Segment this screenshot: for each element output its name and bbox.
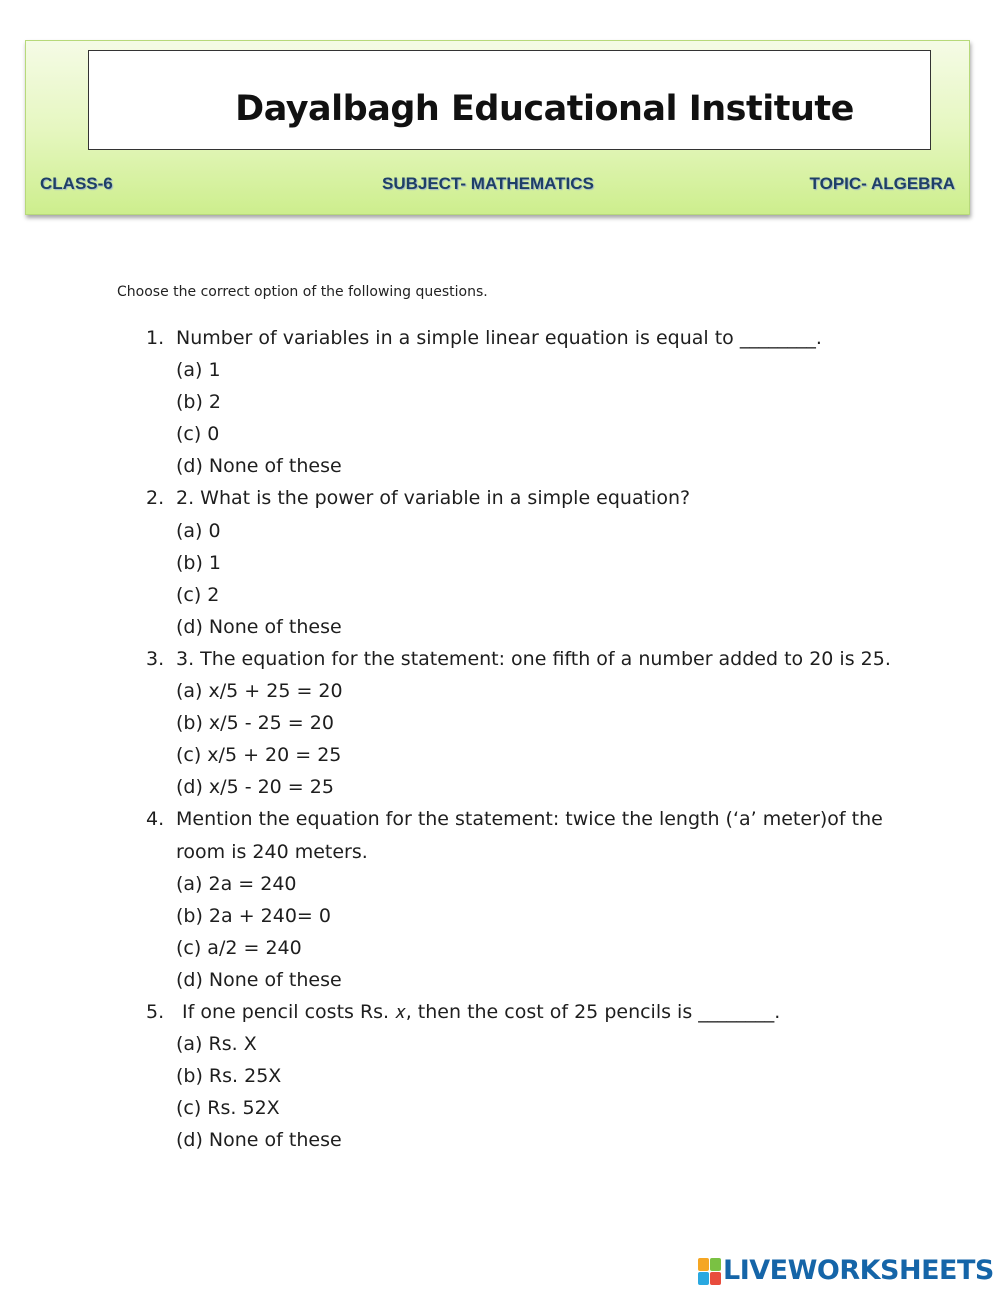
answer-option: (b) 2 bbox=[176, 391, 222, 414]
question-text: If one pencil costs Rs. 𝑥, then the cost of 25 pencils is ________. bbox=[176, 1000, 781, 1023]
page-title: Dayalbagh Educational Institute bbox=[235, 89, 854, 129]
question-line bbox=[146, 803, 906, 835]
liveworksheets-logo-icon bbox=[698, 1258, 720, 1284]
question-line bbox=[146, 996, 906, 1028]
answer-option: (d) None of these bbox=[176, 968, 342, 991]
question-text: Mention the equation for the statement: twice the length (‘a’ meter)of the bbox=[176, 808, 883, 831]
answer-option: (a) x/5 + 25 = 20 bbox=[176, 680, 343, 703]
question-number: 1. bbox=[146, 327, 165, 349]
question-text: Number of variables in a simple linear equation is equal to ________. bbox=[176, 327, 822, 349]
answer-option: (d) None of these bbox=[176, 615, 342, 638]
question-line bbox=[146, 322, 906, 354]
title-box bbox=[88, 50, 931, 150]
question-number: 2. bbox=[146, 487, 165, 510]
answer-option: (c) a/2 = 240 bbox=[176, 936, 302, 959]
answer-option: (d) None of these bbox=[176, 455, 342, 478]
answer-option: (a) 1 bbox=[176, 359, 221, 382]
question-item bbox=[146, 482, 906, 642]
question-item bbox=[146, 996, 906, 1156]
answer-option: (c) x/5 + 20 = 25 bbox=[176, 744, 342, 767]
question-number: 5. bbox=[146, 1000, 165, 1023]
question-item bbox=[146, 803, 906, 996]
class-label: CLASS-6 bbox=[40, 174, 113, 193]
question-item bbox=[146, 643, 906, 803]
answer-option: (a) 2a = 240 bbox=[176, 872, 297, 895]
answer-option: (c) Rs. 52X bbox=[176, 1097, 280, 1120]
answer-option: (b) x/5 - 25 = 20 bbox=[176, 712, 334, 735]
answer-option: (c) 0 bbox=[176, 423, 220, 446]
logo-block bbox=[698, 1272, 709, 1285]
instruction-text: Choose the correct option of the following questions. bbox=[117, 284, 488, 300]
question-list bbox=[146, 322, 906, 1156]
header-band bbox=[25, 40, 970, 215]
question-line bbox=[146, 643, 906, 675]
answer-option: (b) 1 bbox=[176, 551, 222, 574]
logo-block bbox=[698, 1258, 709, 1271]
meta-row bbox=[40, 174, 955, 196]
answer-option: (a) 0 bbox=[176, 519, 221, 542]
question-number: 3. bbox=[146, 647, 165, 670]
logo-block bbox=[710, 1258, 721, 1271]
brand-name: LIVEWORKSHEETS bbox=[723, 1255, 994, 1286]
answer-option: (d) x/5 - 20 = 25 bbox=[176, 776, 334, 799]
answer-option: (b) Rs. 25X bbox=[176, 1065, 282, 1088]
liveworksheets-brand[interactable] bbox=[698, 1256, 994, 1286]
answer-option: (d) None of these bbox=[176, 1129, 342, 1152]
question-number: 4. bbox=[146, 808, 165, 831]
question-text-continued: room is 240 meters. bbox=[176, 840, 368, 863]
answer-option: (b) 2a + 240= 0 bbox=[176, 904, 331, 927]
question-line bbox=[146, 482, 906, 514]
question-text: 3. The equation for the statement: one fifth of a number added to 20 is 25. bbox=[176, 647, 891, 670]
answer-option: (c) 2 bbox=[176, 583, 220, 606]
question-text: 2. What is the power of variable in a simple equation? bbox=[176, 487, 691, 510]
topic-label: TOPIC- ALGEBRA bbox=[809, 174, 955, 193]
answer-option: (a) Rs. X bbox=[176, 1033, 257, 1056]
question-item bbox=[146, 322, 906, 482]
subject-label: SUBJECT- MATHEMATICS bbox=[382, 174, 594, 193]
logo-block bbox=[710, 1272, 721, 1285]
